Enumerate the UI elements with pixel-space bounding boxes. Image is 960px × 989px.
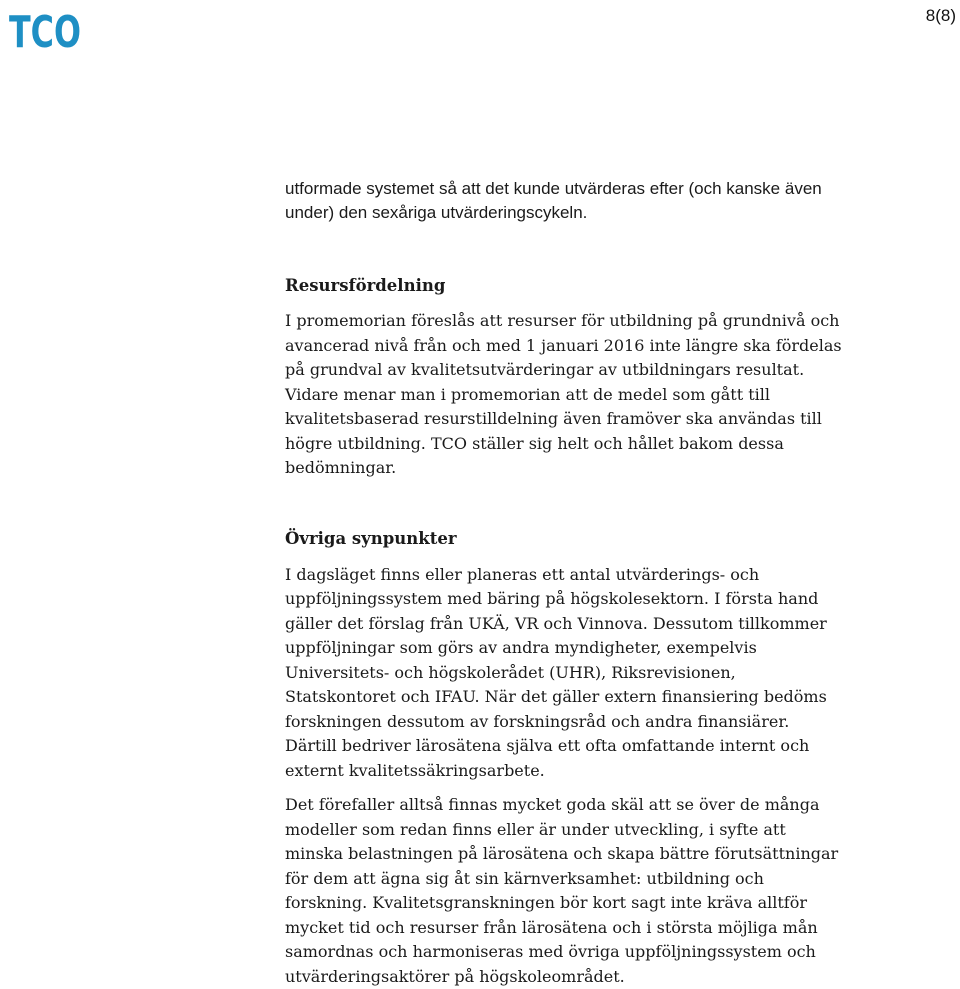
section-paragraph: I promemorian föreslås att resurser för utbildning på grundnivå och avancerad nivå från och med 1 januari 2016 inte längre ska fördelas på grundval av kvalitetsutvärderingar av utbildningars resultat. Vidare menar man i promemorian att de medel som gått till kvalitetsbaserad resurstilldelning även framöver ska användas till högre utbildning. TCO ställer sig helt och hållet bakom dessa bedömningar. <box>285 311 842 477</box>
tco-logo <box>8 4 82 58</box>
section-heading-ovriga-synpunkter: Övriga synpunkter <box>285 528 457 548</box>
section-paragraph: Det förefaller alltså finnas mycket goda skäl att se över de många modeller som redan finns eller är under utveckling, i syfte att minska belastningen på lärosätena och skapa bättre förutsättningar för dem att ägna sig åt sin kärnverksamhet: utbildning och forskning. Kvalitetsgranskningen bör kort sagt inte kräva alltför mycket tid och resurser från lärosätena och i största möjliga mån samordnas och harmoniseras med övriga uppföljningssystem och utvärderingsaktörer på högskoleområdet. <box>285 795 839 986</box>
lead-paragraph: utformade systemet så att det kunde utvärderas efter (och kanske även under) den sexåriga utvärderingscykeln. <box>285 179 822 222</box>
section-heading-resursfordelning: Resursfördelning <box>285 276 446 295</box>
tco-logo-text: TCO <box>9 7 81 58</box>
section-paragraph: I dagsläget finns eller planeras ett antal utvärderings- och uppföljningssystem med bäring på högskolesektorn. I första hand gäller det förslag från UKÄ, VR och Vinnova. Dessutom tillkommer uppföljningar som görs av andra myndigheter, exempelvis Universitets- och högskolerådet (UHR), Riksrevisionen, Statskontoret och IFAU. När det gäller extern finansiering bedöms forskningen dessutom av forskningsråd och andra finansiärer. Därtill bedriver lärosätena själva ett ofta omfattande internt och externt kvalitetssäkringsarbete. <box>285 564 827 780</box>
document-body <box>285 177 845 989</box>
page-number: 8(8) <box>925 6 956 25</box>
